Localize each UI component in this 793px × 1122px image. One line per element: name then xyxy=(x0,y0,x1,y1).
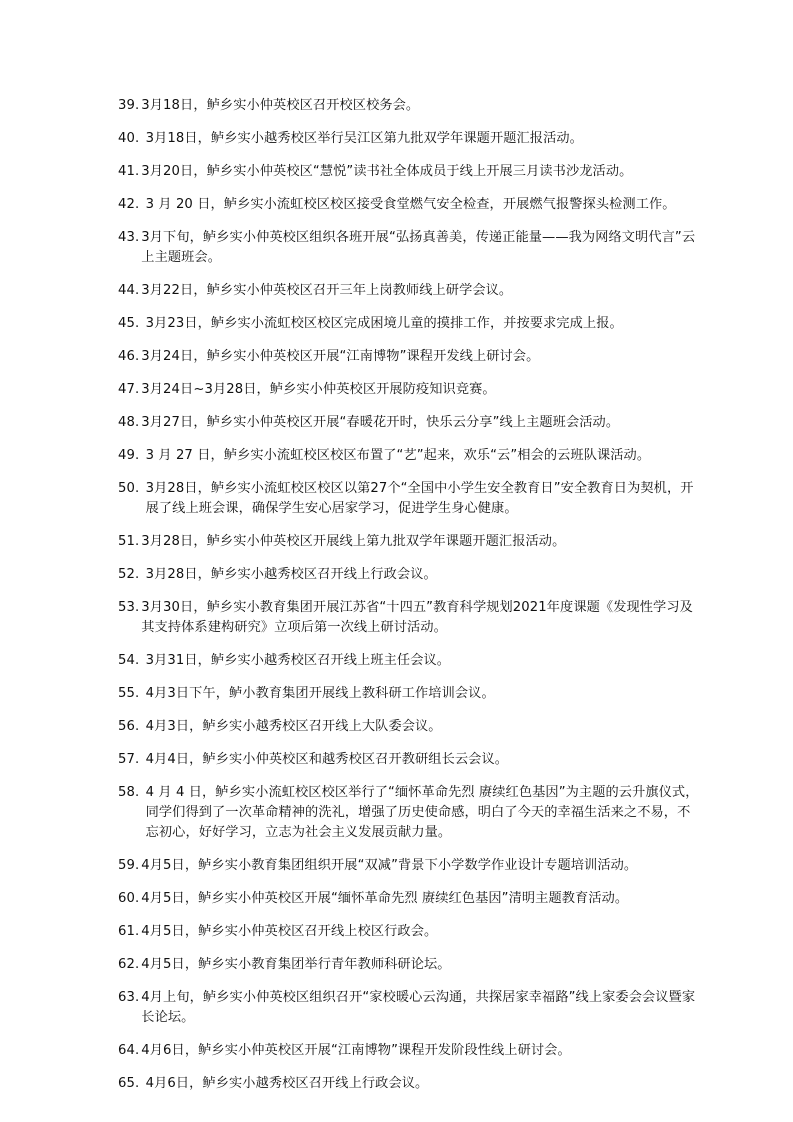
item-text: 3月28日，鲈乡实小越秀校区召开线上行政会议。 xyxy=(145,567,437,582)
item-text: 3月下旬，鲈乡实小仲英校区组织各班开展“弘扬真善美，传递正能量——我为网络文明代言”云上主题班会。 xyxy=(141,230,696,265)
item-number: 41. xyxy=(118,164,140,179)
item-number: 51. xyxy=(118,534,140,549)
item-text: 4月5日，鲈乡实小教育集团举行青年教师科研论坛。 xyxy=(141,957,451,972)
list-item xyxy=(118,446,701,466)
item-text: 4月6日，鲈乡实小仲英校区开展“江南博物”课程开发阶段性线上研讨会。 xyxy=(141,1043,571,1058)
item-number: 46. xyxy=(118,349,140,364)
list-item xyxy=(118,955,701,975)
list-item xyxy=(118,988,701,1028)
list-item xyxy=(118,228,701,268)
list-item xyxy=(118,195,701,215)
list-item xyxy=(118,856,701,876)
item-number: 50. xyxy=(118,481,144,496)
list-item xyxy=(118,281,701,301)
item-text: 3月24日，鲈乡实小仲英校区开展“江南博物”课程开发线上研讨会。 xyxy=(141,349,540,364)
item-text: 3 月 20 日，鲈乡实小流虹校区校区接受食堂燃气安全检查，开展燃气报警探头检测工作。 xyxy=(145,197,676,212)
event-list xyxy=(118,96,701,1094)
item-number: 39. xyxy=(118,98,140,113)
item-number: 61. xyxy=(118,924,140,939)
item-number: 55. xyxy=(118,686,144,701)
item-number: 64. xyxy=(118,1043,140,1058)
item-number: 62. xyxy=(118,957,140,972)
list-item xyxy=(118,532,701,552)
list-item xyxy=(118,783,701,843)
item-text: 4月4日，鲈乡实小仲英校区和越秀校区召开教研组长云会议。 xyxy=(145,752,509,767)
list-item xyxy=(118,750,701,770)
item-number: 60. xyxy=(118,891,140,906)
item-text: 3月28日，鲈乡实小仲英校区开展线上第九批双学年课题开题汇报活动。 xyxy=(141,534,566,549)
item-number: 43. xyxy=(118,230,140,245)
item-number: 65. xyxy=(118,1076,144,1091)
list-item xyxy=(118,96,701,116)
list-item xyxy=(118,479,701,519)
list-item xyxy=(118,598,701,638)
list-item xyxy=(118,1041,701,1061)
item-number: 56. xyxy=(118,719,144,734)
item-text: 3月28日，鲈乡实小流虹校区校区以第27个“全国中小学生安全教育日”安全教育日为契机，开展了线上班会课，确保学生安心居家学习，促进学生身心健康。 xyxy=(145,481,694,516)
item-text: 4月5日，鲈乡实小教育集团组织开展“双减”背景下小学数学作业设计专题培训活动。 xyxy=(141,858,638,873)
item-number: 49. xyxy=(118,448,144,463)
item-number: 40. xyxy=(118,131,144,146)
list-item xyxy=(118,651,701,671)
item-text: 3 月 27 日，鲈乡实小流虹校区校区布置了“艺”起来，欢乐“云”相会的云班队课活动。 xyxy=(145,448,651,463)
list-item xyxy=(118,1074,701,1094)
item-number: 52. xyxy=(118,567,144,582)
item-text: 4月6日，鲈乡实小越秀校区召开线上行政会议。 xyxy=(145,1076,429,1091)
item-number: 44. xyxy=(118,283,140,298)
item-number: 53. xyxy=(118,600,140,615)
item-text: 4月5日，鲈乡实小仲英校区开展“缅怀革命先烈 赓续红色基因”清明主题教育活动。 xyxy=(141,891,629,906)
list-item xyxy=(118,565,701,585)
list-item xyxy=(118,413,701,433)
list-item xyxy=(118,889,701,909)
item-text: 4月5日，鲈乡实小仲英校区召开线上校区行政会。 xyxy=(141,924,438,939)
list-item xyxy=(118,380,701,400)
item-text: 3月18日，鲈乡实小仲英校区召开校区校务会。 xyxy=(141,98,420,113)
item-number: 58. xyxy=(118,785,144,800)
item-text: 4月3日下午，鲈小教育集团开展线上教科研工作培训会议。 xyxy=(145,686,495,701)
list-item xyxy=(118,129,701,149)
list-item xyxy=(118,347,701,367)
item-text: 3月18日，鲈乡实小越秀校区举行吴江区第九批双学年课题开题汇报活动。 xyxy=(145,131,583,146)
item-text: 3月22日，鲈乡实小仲英校区召开三年上岗教师线上研学会议。 xyxy=(141,283,513,298)
item-text: 4 月 4 日，鲈乡实小流虹校区校区举行了“缅怀革命先烈 赓续红色基因”为主题的云升旗仪式，同学们得到了一次革命精神的洗礼，增强了历史使命感，明白了今天的幸福生活来之不易，不忘初心，好好学习，立志为社会主义发展贡献力量。 xyxy=(145,785,699,840)
item-number: 45. xyxy=(118,316,144,331)
item-number: 59. xyxy=(118,858,140,873)
item-text: 4月3日，鲈乡实小越秀校区召开线上大队委会议。 xyxy=(145,719,442,734)
list-item xyxy=(118,684,701,704)
item-text: 3月20日，鲈乡实小仲英校区“慧悦”读书社全体成员于线上开展三月读书沙龙活动。 xyxy=(141,164,633,179)
item-number: 57. xyxy=(118,752,144,767)
list-item xyxy=(118,922,701,942)
item-number: 63. xyxy=(118,990,140,1005)
item-number: 48. xyxy=(118,415,140,430)
item-number: 42. xyxy=(118,197,144,212)
item-text: 3月23日，鲈乡实小流虹校区校区完成困境儿童的摸排工作，并按要求完成上报。 xyxy=(145,316,623,331)
list-item xyxy=(118,314,701,334)
item-number: 54. xyxy=(118,653,144,668)
list-item xyxy=(118,162,701,182)
item-text: 4月上旬，鲈乡实小仲英校区组织召开“家校暖心云沟通，共探居家幸福路”线上家委会会议暨家长论坛。 xyxy=(141,990,696,1025)
list-item xyxy=(118,717,701,737)
item-text: 3月31日，鲈乡实小越秀校区召开线上班主任会议。 xyxy=(145,653,451,668)
item-text: 3月30日，鲈乡实小教育集团开展江苏省“十四五”教育科学规划2021年度课题《发现性学习及其支持体系建构研究》立项后第一次线上研讨活动。 xyxy=(141,600,693,635)
item-text: 3月27日，鲈乡实小仲英校区开展“春暖花开时，快乐云分享”线上主题班会活动。 xyxy=(141,415,620,430)
item-number: 47. xyxy=(118,382,140,397)
item-text: 3月24日~3月28日，鲈乡实小仲英校区开展防疫知识竞赛。 xyxy=(141,382,496,397)
